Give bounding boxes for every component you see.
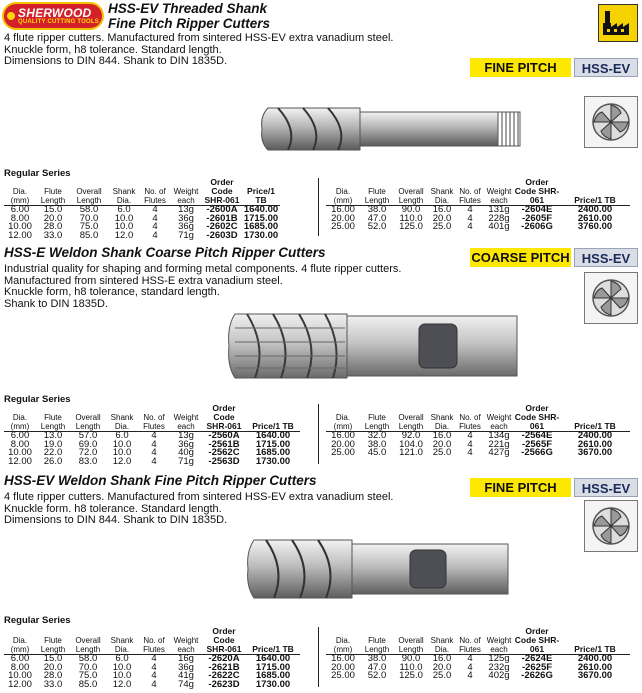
table-cell: 83.0 — [78, 455, 98, 467]
table-cell: 16.0 — [432, 653, 452, 664]
table-cell: 4 — [467, 212, 473, 224]
table-cell: 4 — [151, 430, 157, 441]
table-cell: -2620A — [208, 653, 240, 664]
table-cell: 33.0 — [43, 229, 63, 241]
table-cell: -2604E — [521, 204, 553, 215]
table-cell: 4 — [467, 204, 473, 215]
table-cell: 72.0 — [78, 447, 98, 459]
table-header-cell: Price/1 TB — [242, 178, 280, 206]
table-header-cell: Flute Length — [360, 404, 394, 432]
table-cell: 4 — [152, 212, 158, 224]
table-cell: 33.0 — [43, 678, 63, 690]
table-cell: -2560A — [208, 430, 240, 441]
table-cell: 20.0 — [432, 212, 452, 224]
table-cell: 20.0 — [43, 661, 63, 673]
table-header-cell: Flute Length — [360, 178, 394, 206]
table-cell: 74g — [178, 678, 194, 690]
table-cell: 401g — [488, 221, 510, 233]
section-2-series-label: Regular Series — [4, 394, 71, 405]
table-cell: -2601B — [206, 212, 238, 224]
table-cell: 2400.00 — [577, 430, 613, 441]
table-cell: -2562C — [208, 447, 240, 459]
table-cell: 2400.00 — [577, 204, 613, 215]
table-cell: 20.0 — [432, 661, 452, 673]
table-header-cell: Flute Length — [360, 627, 394, 655]
hss-ev-tag: HSS-EV — [574, 478, 638, 497]
table-cell: 22.0 — [43, 447, 63, 459]
table-row — [4, 681, 300, 690]
table-cell: 6.0 — [115, 653, 129, 664]
table-header-cell: Shank Dia. — [106, 627, 138, 655]
section-3-table-left — [4, 627, 300, 689]
table-header-cell: Flute Length — [36, 178, 70, 206]
table-header-cell: Dia. (mm) — [326, 178, 360, 206]
table-cell: 38.0 — [367, 653, 387, 664]
table-header-cell: Order Code SHR-061 — [514, 177, 560, 205]
table-cell: 134g — [488, 430, 510, 441]
table-cell: 2610.00 — [577, 212, 613, 224]
table-cell: 4 — [467, 430, 473, 441]
table-cell: 3670.00 — [577, 670, 613, 682]
table-cell: 70.0 — [78, 661, 98, 673]
table-cell: 4 — [151, 670, 157, 682]
table-header-cell: Overall Length — [70, 627, 106, 655]
table-cell: 36g — [178, 438, 194, 450]
table-header-cell: Order Code SHR-061 — [202, 404, 246, 432]
table-cell: 90.0 — [401, 204, 421, 215]
section-1-description: 4 flute ripper cutters. Manufactured from sintered HSS-EV extra vanadium steel. Knuckle form, h8 tolerance. Standard length. Dimensions to DIN 844. Shank to DIN 1835D. — [4, 32, 394, 67]
table-cell: 28.0 — [43, 670, 63, 682]
logo-badge-icon — [7, 12, 15, 20]
table-header-cell: Dia. (mm) — [326, 627, 360, 655]
section-3-title: HSS-EV Weldon Shank Fine Pitch Ripper Cutters — [4, 473, 317, 488]
table-cell: 4 — [151, 661, 157, 673]
table-cell: 12.0 — [112, 678, 132, 690]
table-cell: 25.0 — [432, 670, 452, 682]
table-cell: 6.00 — [10, 204, 30, 215]
section-1-table-left — [4, 178, 280, 240]
section-2-description: Industrial quality for shaping and forming metal components. 4 flute ripper cutters. Manufactured from sintered HSS-E extra vanadium steel. Knuckle form, h8 tolerance, standard length. Shank to DIN 1835D. — [4, 263, 402, 310]
table-header-cell: Price/1 TB — [560, 178, 630, 206]
table-cell: 1730.00 — [243, 229, 279, 241]
table-header-cell: Dia. (mm) — [4, 404, 36, 432]
table-row — [4, 232, 280, 241]
table-cell: 4 — [467, 653, 473, 664]
table-cell: 125g — [488, 653, 510, 664]
table-cell: 3670.00 — [577, 447, 613, 459]
table-header-cell: No. of Flutes — [456, 404, 484, 432]
table-header-cell: Overall Length — [70, 178, 108, 206]
table-cell: 12.00 — [8, 678, 32, 690]
table-cell: -2602C — [206, 221, 238, 233]
table-cell: 4 — [467, 670, 473, 682]
table-cell: 36g — [178, 661, 194, 673]
sherwood-logo: SHERWOOD QUALITY CUTTING TOOLS — [2, 2, 104, 30]
table-cell: 10.0 — [114, 221, 134, 233]
table-header-cell: Shank Dia. — [108, 178, 140, 206]
table-cell: 1640.00 — [243, 204, 279, 215]
table-cell: 110.0 — [399, 661, 423, 673]
table-cell: 70.0 — [79, 212, 99, 224]
table-row — [326, 223, 630, 232]
table-cell: 75.0 — [78, 670, 98, 682]
table-cell: 16.00 — [331, 430, 355, 441]
section-3-table-right — [326, 627, 630, 681]
table-divider — [318, 627, 319, 687]
table-cell: 2610.00 — [577, 438, 613, 450]
table-header-cell: Dia. (mm) — [326, 404, 360, 432]
coarse-pitch-tag: COARSE PITCH — [471, 250, 570, 265]
table-cell: -2564E — [521, 430, 553, 441]
table-row — [326, 449, 630, 458]
table-header-cell: No. of Flutes — [140, 178, 170, 206]
table-cell: 36g — [178, 221, 194, 233]
section-3-series-label: Regular Series — [4, 615, 71, 626]
table-cell: 10.0 — [112, 447, 132, 459]
table-cell: 10.0 — [114, 212, 134, 224]
table-cell: 15.0 — [43, 653, 63, 664]
table-cell: 1715.00 — [243, 212, 279, 224]
table-cell: 110.0 — [399, 212, 423, 224]
table-cell: 4 — [152, 221, 158, 233]
table-cell: 427g — [488, 447, 510, 459]
table-cell: 4 — [151, 447, 157, 459]
coarse-pitch-cutter-image — [225, 308, 525, 391]
table-header-cell: Overall Length — [394, 178, 428, 206]
table-cell: -2600A — [206, 204, 238, 215]
table-cell: 36g — [178, 212, 194, 224]
cutter-cross-section-icon — [584, 96, 638, 148]
table-cell: -2563D — [208, 455, 240, 467]
table-cell: 104.0 — [399, 438, 423, 450]
table-cell: 228g — [488, 212, 510, 224]
table-cell: 6.0 — [115, 430, 129, 441]
table-cell: 16.0 — [432, 204, 452, 215]
table-cell: 6.0 — [117, 204, 131, 215]
section-1-table-right — [326, 178, 630, 232]
table-cell: 38.0 — [367, 204, 387, 215]
table-cell: 15.0 — [43, 204, 63, 215]
table-cell: 10.0 — [112, 670, 132, 682]
table-cell: 1685.00 — [255, 670, 291, 682]
table-header-cell: No. of Flutes — [138, 627, 170, 655]
table-cell: -2561B — [208, 438, 240, 450]
table-cell: 25.00 — [331, 670, 355, 682]
table-cell: 1715.00 — [255, 661, 291, 673]
table-divider — [318, 178, 319, 236]
table-cell: 4 — [467, 221, 473, 233]
table-divider — [318, 404, 319, 464]
table-header-cell: Price/1 TB — [246, 404, 300, 432]
table-cell: 8.00 — [10, 212, 30, 224]
table-cell: 57.0 — [78, 430, 98, 441]
table-cell: 232g — [488, 661, 510, 673]
section-1-title: HSS-EV Threaded Shank Fine Pitch Ripper Cutters — [108, 1, 271, 31]
table-cell: 4 — [151, 678, 157, 690]
section-2-table-left — [4, 404, 300, 466]
table-cell: 45.0 — [367, 447, 387, 459]
table-cell: 1685.00 — [243, 221, 279, 233]
hss-ev-tag: HSS-EV — [574, 248, 638, 267]
table-cell: 25.0 — [432, 447, 452, 459]
table-header-cell: Order Code SHR-061 — [514, 403, 560, 431]
table-header-cell: Overall Length — [394, 404, 428, 432]
table-cell: 1730.00 — [255, 455, 291, 467]
section-2-table-right — [326, 404, 630, 458]
table-cell: 13g — [178, 204, 194, 215]
table-cell: -2624E — [521, 653, 553, 664]
table-cell: 92.0 — [401, 430, 421, 441]
table-cell: -2605F — [521, 212, 553, 224]
table-cell: 3760.00 — [577, 221, 613, 233]
table-cell: 4 — [152, 229, 158, 241]
table-cell: 47.0 — [367, 661, 387, 673]
cutter-cross-section-icon — [584, 272, 638, 324]
table-cell: 10.00 — [8, 221, 32, 233]
table-cell: 16.00 — [331, 204, 355, 215]
table-cell: -2566G — [521, 447, 553, 459]
table-cell: 16.0 — [432, 430, 452, 441]
table-cell: 131g — [488, 204, 510, 215]
section-2-title: HSS-E Weldon Shank Coarse Pitch Ripper Cutters — [4, 245, 326, 260]
table-cell: 2400.00 — [577, 653, 613, 664]
table-cell: 16.00 — [331, 653, 355, 664]
table-header-cell: No. of Flutes — [138, 404, 170, 432]
table-cell: 38.0 — [367, 438, 387, 450]
table-header-cell: Overall Length — [70, 404, 106, 432]
table-header-cell: Shank Dia. — [428, 404, 456, 432]
table-header-cell: Dia. (mm) — [4, 627, 36, 655]
table-cell: 10.0 — [112, 661, 132, 673]
table-cell: 8.00 — [10, 661, 30, 673]
threaded-shank-cutter-image — [248, 92, 528, 177]
table-cell: 25.0 — [432, 221, 452, 233]
table-header-cell: Flute Length — [36, 404, 70, 432]
table-cell: -2565F — [521, 438, 553, 450]
table-cell: 25.00 — [331, 221, 355, 233]
section-3-description: 4 flute ripper cutters. Manufactured from sintered HSS-EV extra vanadium steel. Knuckle form. h8 tolerance. Standard length. Dimensions to DIN 844. Shank to DIN 1835D. — [4, 491, 394, 526]
table-header-cell: Shank Dia. — [428, 178, 456, 206]
table-cell: -2623D — [208, 678, 240, 690]
table-cell: 12.00 — [8, 455, 32, 467]
table-cell: 4 — [151, 455, 157, 467]
table-cell: 221g — [488, 438, 510, 450]
table-cell: 4 — [467, 438, 473, 450]
hss-ev-tag: HSS-EV — [574, 58, 638, 77]
table-cell: 12.0 — [112, 455, 132, 467]
table-cell: 26.0 — [43, 455, 63, 467]
table-cell: 4 — [467, 661, 473, 673]
table-header-cell: Weight each — [170, 178, 202, 206]
table-header-cell: Order Code SHR-061 — [202, 178, 242, 206]
table-cell: 402g — [488, 670, 510, 682]
table-header-cell: Weight each — [484, 404, 514, 432]
table-cell: 20.0 — [432, 438, 452, 450]
table-header-cell: Flute Length — [36, 627, 70, 655]
table-cell: 58.0 — [79, 204, 99, 215]
table-header-cell: Price/1 TB — [246, 627, 300, 655]
section-1-series-label: Regular Series — [4, 168, 71, 179]
table-cell: 8.00 — [10, 438, 30, 450]
table-cell: 75.0 — [79, 221, 99, 233]
table-cell: 52.0 — [367, 670, 387, 682]
table-header-cell: Order Code SHR-061 — [514, 626, 560, 654]
table-header-cell: Dia. (mm) — [4, 178, 36, 206]
table-cell: 85.0 — [78, 678, 98, 690]
table-row — [4, 458, 300, 467]
table-cell: -2621B — [208, 661, 240, 673]
cutter-cross-section-icon — [584, 500, 638, 552]
table-cell: 125.0 — [399, 221, 423, 233]
table-cell: 16g — [178, 653, 194, 664]
fine-pitch-tag: FINE PITCH — [470, 58, 571, 77]
table-cell: 85.0 — [79, 229, 99, 241]
table-cell: 41g — [178, 670, 194, 682]
table-header-cell: Weight each — [170, 404, 202, 432]
table-cell: 52.0 — [367, 221, 387, 233]
table-header-cell: Weight each — [484, 178, 514, 206]
table-cell: 121.0 — [399, 447, 423, 459]
table-cell: 71g — [178, 455, 194, 467]
table-cell: 4 — [151, 438, 157, 450]
table-cell: 71g — [178, 229, 194, 241]
table-header-cell: Shank Dia. — [428, 627, 456, 655]
table-cell: 4 — [152, 204, 158, 215]
table-cell: 12.00 — [8, 229, 32, 241]
table-header-cell: Weight each — [170, 627, 202, 655]
table-cell: -2603D — [206, 229, 238, 241]
factory-icon — [598, 4, 638, 42]
fine-pitch-tag: FINE PITCH — [470, 478, 571, 497]
table-header-cell: Weight each — [484, 627, 514, 655]
table-cell: 6.00 — [10, 653, 30, 664]
table-cell: 1730.00 — [255, 678, 291, 690]
table-cell: 4 — [467, 447, 473, 459]
table-header-cell: Shank Dia. — [106, 404, 138, 432]
table-cell: 12.0 — [114, 229, 134, 241]
table-cell: 25.00 — [331, 447, 355, 459]
table-cell: 20.00 — [331, 661, 355, 673]
table-cell: 32.0 — [367, 430, 387, 441]
table-cell: 20.0 — [43, 212, 63, 224]
table-cell: 40g — [178, 447, 194, 459]
table-cell: 1715.00 — [255, 438, 291, 450]
table-header-cell: No. of Flutes — [456, 627, 484, 655]
table-cell: 28.0 — [43, 221, 63, 233]
table-cell: 2610.00 — [577, 661, 613, 673]
table-header-cell: Price/1 TB — [560, 627, 630, 655]
table-cell: 13.0 — [43, 430, 63, 441]
table-row — [326, 672, 630, 681]
table-cell: 58.0 — [78, 653, 98, 664]
table-header-cell: Overall Length — [394, 627, 428, 655]
table-cell: 47.0 — [367, 212, 387, 224]
table-cell: 6.00 — [10, 430, 30, 441]
table-cell: -2626G — [521, 670, 553, 682]
table-cell: -2622C — [208, 670, 240, 682]
table-cell: 1640.00 — [255, 653, 291, 664]
table-cell: 1640.00 — [255, 430, 291, 441]
table-header-cell: No. of Flutes — [456, 178, 484, 206]
table-cell: -2606G — [521, 221, 553, 233]
table-cell: 19.0 — [43, 438, 63, 450]
weldon-shank-cutter-image — [240, 530, 530, 613]
table-cell: 10.00 — [8, 447, 32, 459]
table-cell: 4 — [151, 653, 157, 664]
table-header-cell: Price/1 TB — [560, 404, 630, 432]
table-cell: 20.00 — [331, 212, 355, 224]
table-cell: 10.0 — [112, 438, 132, 450]
table-cell: -2625F — [521, 661, 553, 673]
table-cell: 90.0 — [401, 653, 421, 664]
table-cell: 20.00 — [331, 438, 355, 450]
table-header-cell: Order Code SHR-061 — [202, 627, 246, 655]
table-cell: 125.0 — [399, 670, 423, 682]
table-cell: 13g — [178, 430, 194, 441]
table-cell: 1685.00 — [255, 447, 291, 459]
table-cell: 10.00 — [8, 670, 32, 682]
table-cell: 69.0 — [78, 438, 98, 450]
